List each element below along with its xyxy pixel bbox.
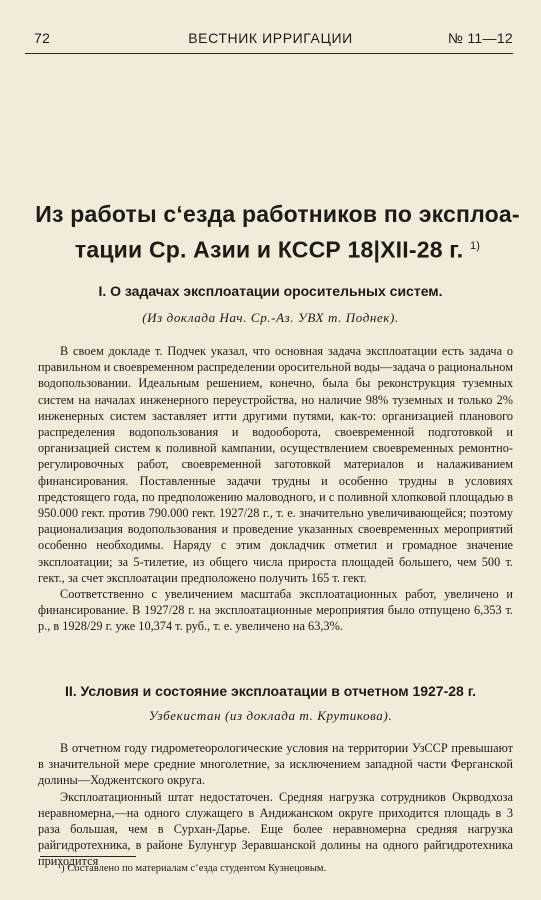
section-1-body xyxy=(38,343,513,635)
footnote: ¹) Составлено по материалам с‘езда студентом Кузнецовым. xyxy=(58,863,327,874)
paragraph: В отчетном году гидрометеорологические условия на территории УзССР превышают в значительной мере средние многолетние, за исключением западной части Ферганской долины—Ходжентского округа. xyxy=(38,741,513,788)
page-number: 72 xyxy=(34,30,51,46)
issue-number: № 11—12 xyxy=(447,30,513,46)
footnote-rule xyxy=(40,856,136,857)
section-1-source: (Из доклада Нач. Ср.-Аз. УВХ т. Поднек). xyxy=(142,310,399,325)
article-title-line-2 xyxy=(30,230,525,266)
running-header xyxy=(28,30,513,50)
section-2-body xyxy=(38,740,513,870)
section-2-source: Узбекистан (из доклада т. Крутикова). xyxy=(148,708,393,723)
section-2-heading: II. Условия и состояние эксплоатации в отчетном 1927-28 г. xyxy=(64,683,477,699)
header-rule xyxy=(25,53,513,54)
article-title-line-1: Из работы с‘езда работников по эксплоа- xyxy=(35,201,520,227)
section-1-heading: I. О задачах эксплоатации оросительных систем. xyxy=(98,283,443,299)
title-footnote-marker: 1) xyxy=(469,240,481,252)
article-title xyxy=(30,198,525,266)
journal-title: ВЕСТНИК ИРРИГАЦИИ xyxy=(188,30,353,46)
paragraph: Эксплоатационный штат недостаточен. Средняя нагрузка сотрудников Окрводхоза неравномерна,—на одного служащего в Андижанском округе приходится площадь в 3 раза большая, чем в Сурхан-Дарье. Еще более неравномерна средняя нагрузка райгидротехника, в районе Булунгур Зеравшанской долины на одного райгидротехника приходится xyxy=(38,789,513,869)
article-title-line-2-text: тации Ср. Азии и КССР 18|XII-28 г. xyxy=(74,236,464,263)
paragraph: В своем докладе т. Подчек указал, что основная задача эксплоатации есть задача о правильном и своевременном распределении оросительной воды—задача о рациональном водопользовании. Идеальным решением, конечно, была бы реконструкция туземных систем на началах инженерного переустройства, но наличие 98% туземных и только 2% инженерных систем заставляет итти другими путями, как-то: организацией планового распределения водопользования и водооборота, своевременной подготовкой и организацией систем к поливной кампании, осуществлением своевременных ремонтно-регулировочных работ, своевременной заготовкой материалов и налаживанием финансирования. Поставленные задачи трудны и особенно трудны в условиях предстоящего года, по предположению маловодного, и с поливной хлопковой площадью в 950.000 гект. против 790.000 гект. 1927/28 г., т. е. значительно увеличивающейся; поэтому рационализация водопользования и проведение указанных своевременных мероприятий особенно необходимы. Наряду с этим докладчик отметил и громадное значение эксплоатации; за 5-тилетие, из общего числа прироста площадей большего, чем 500 т. гект., за счет эксплоатации предположено получить 165 т. гект. xyxy=(38,344,513,585)
paragraph: Соответственно с увеличением масштаба эксплоатационных работ, увеличено и финансирование. В 1927/28 г. на эксплоатационные мероприятия было отпущено 6,353 т. р., в 1928/29 г. уже 10,374 т. руб., т. е. увеличено на 63,3%. xyxy=(38,587,513,634)
